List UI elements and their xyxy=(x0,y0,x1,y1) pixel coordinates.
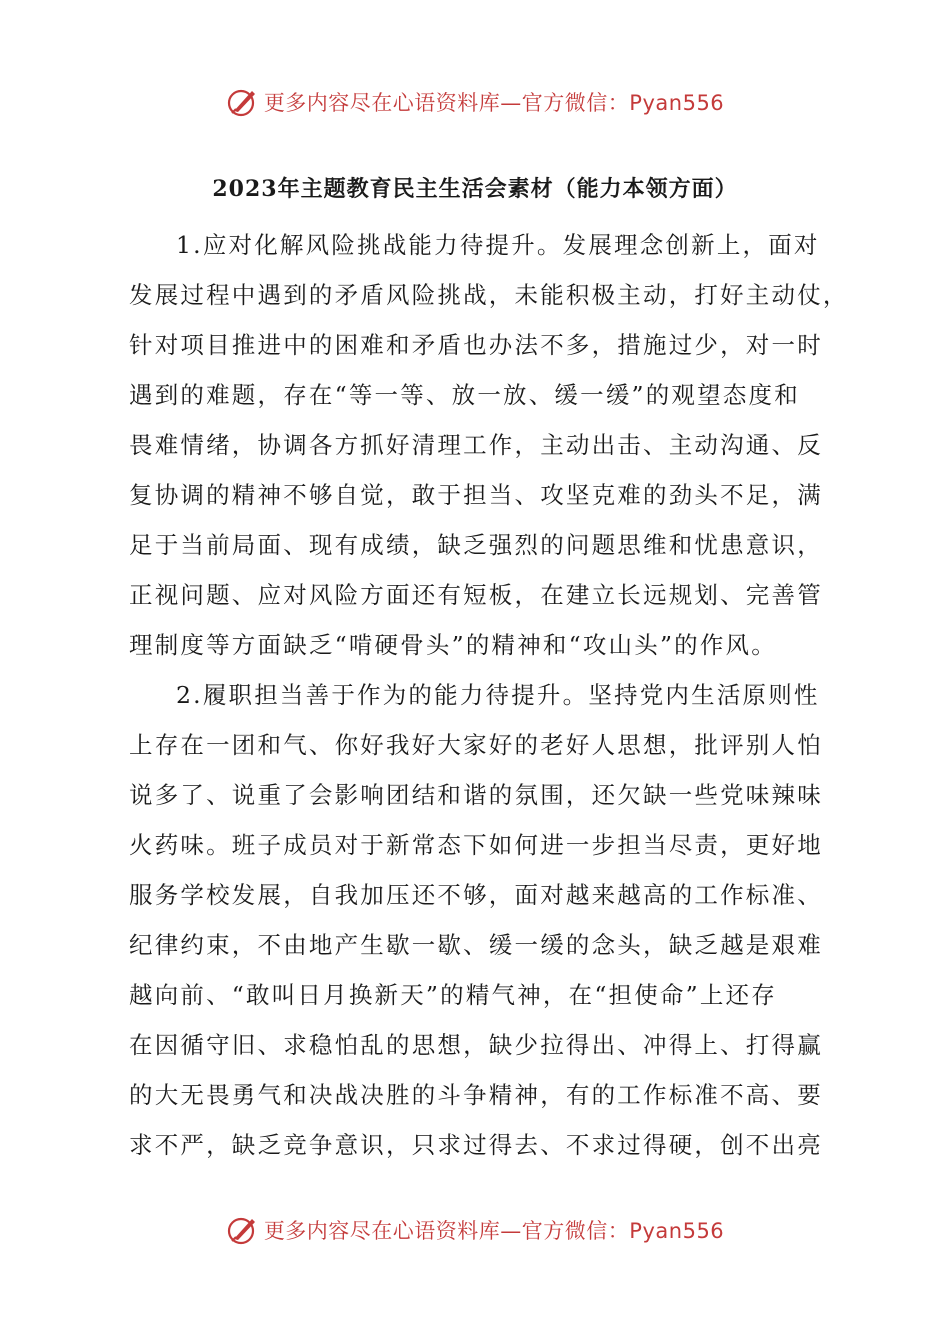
paragraph-line: 在因循守旧、求稳怕乱的思想，缺少拉得出、冲得上、打得赢 xyxy=(129,1031,823,1059)
paragraph-line: 火药味。班子成员对于新常态下如何进一步担当尽责，更好地 xyxy=(129,831,823,859)
paragraph-line: 针对项目推进中的困难和矛盾也办法不多，措施过少，对一时 xyxy=(129,331,823,359)
paragraph-line: 正视问题、应对风险方面还有短板，在建立长远规划、完善管 xyxy=(129,581,823,609)
paragraph-line: 足于当前局面、现有成绩，缺乏强烈的问题思维和忧患意识， xyxy=(129,531,823,559)
paragraph-line: 纪律约束，不由地产生歇一歇、缓一缓的念头，缺乏越是艰难 xyxy=(129,931,823,959)
header-banner-text: 更多内容尽在心语资料库—官方微信：Pyan556 xyxy=(263,91,725,115)
paragraph-line: 发展过程中遇到的矛盾风险挑战，未能积极主动，打好主动仗， xyxy=(129,281,849,309)
document-title: 2023年主题教育民主生活会素材（能力本领方面） xyxy=(212,176,738,202)
paragraph-line: 上存在一团和气、你好我好大家好的老好人思想，批评别人怕 xyxy=(129,731,823,759)
paragraph-line: 1.应对化解风险挑战能力待提升。发展理念创新上，面对 xyxy=(176,231,820,259)
footer-banner xyxy=(0,1210,950,1250)
paragraph-line: 越向前、“敢叫日月换新天”的精气神，在“担使命”上还存 xyxy=(129,981,777,1009)
paragraph-line: 遇到的难题，存在“等一等、放一放、缓一缓”的观望态度和 xyxy=(129,381,800,409)
paragraph-line: 求不严，缺乏竞争意识，只求过得去、不求过得硬，创不出亮 xyxy=(129,1131,823,1159)
paragraph-line: 复协调的精神不够自觉，敢于担当、攻坚克难的劲头不足，满 xyxy=(129,481,823,509)
header-banner xyxy=(0,82,950,122)
paragraph-line: 的大无畏勇气和决战决胜的斗争精神，有的工作标准不高、要 xyxy=(129,1081,823,1109)
paragraph-line: 2.履职担当善于作为的能力待提升。坚持党内生活原则性 xyxy=(176,681,820,709)
quill-logo-icon xyxy=(226,85,260,119)
footer-banner-text: 更多内容尽在心语资料库—官方微信：Pyan556 xyxy=(263,1219,725,1243)
paragraph-line: 畏难情绪，协调各方抓好清理工作，主动出击、主动沟通、反 xyxy=(129,431,823,459)
paragraph-line: 理制度等方面缺乏“啃硬骨头”的精神和“攻山头”的作风。 xyxy=(129,631,777,659)
paragraph-line: 说多了、说重了会影响团结和谐的氛围，还欠缺一些党味辣味 xyxy=(129,781,823,809)
quill-logo-icon xyxy=(226,1213,260,1247)
document-body xyxy=(129,220,849,1170)
paragraph-line: 服务学校发展，自我加压还不够，面对越来越高的工作标准、 xyxy=(129,881,823,909)
